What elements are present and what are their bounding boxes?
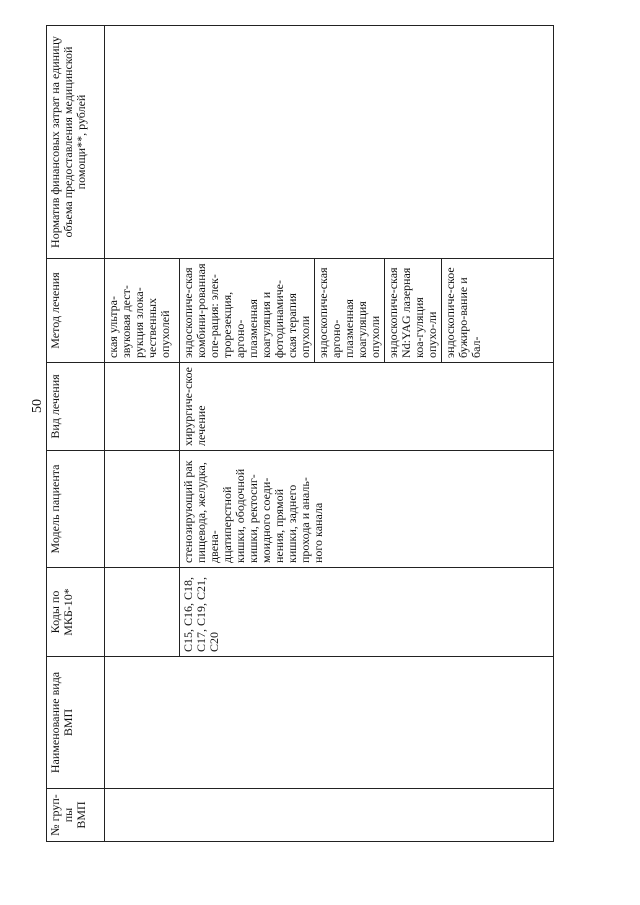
header-icd-codes: Коды по МКБ-10* bbox=[47, 568, 105, 657]
cell-patient-model: стенозирующий рак пищевода, желудка, двена-дцатиперстной кишки, ободочной кишки, ректосиг-моидного соеди-нения, прямой кишки, заднего прохода и аналь-ного канала bbox=[180, 451, 554, 568]
cell-vmp-name bbox=[105, 657, 554, 789]
method-item: эндоскопиче-ская комбини-рованная опе-рация: элек-трорезекция, аргоно-плазменная коагуляция и фотодинамиче-ская терапия опухоли bbox=[181, 263, 312, 358]
cell-method-list bbox=[180, 259, 554, 363]
method-item: эндоскопиче-ская Nd:YAG лазерная коа-гуляция опухо-ли bbox=[384, 259, 441, 362]
rotated-table-container bbox=[46, 26, 554, 842]
cell-treatment-type-prev bbox=[105, 363, 180, 451]
cell-method-continued: ская ультра-звуковая дест-рукция злока-чественных опухолей bbox=[105, 259, 180, 363]
cell-patient-model-prev bbox=[105, 451, 180, 568]
header-treatment-type: Вид лечения bbox=[47, 363, 105, 451]
header-vmp-name: Наименование вида ВМП bbox=[47, 657, 105, 789]
method-item: эндоскопиче-ская аргоно-плазменная коагуляция опухоли bbox=[314, 259, 384, 362]
page-number: 50 bbox=[30, 399, 45, 413]
vmp-table bbox=[46, 25, 554, 842]
header-financial-norm: Норматив финансовых затрат на единицу объема предоставления медицинской помощи**, рублей bbox=[47, 26, 105, 259]
cell-icd-codes: C15, C16, C18, C17, C19, C21, C20 bbox=[180, 568, 554, 657]
cell-treatment-type: хирургиче-ское лечение bbox=[180, 363, 554, 451]
cell-codes-prev bbox=[105, 568, 180, 657]
cell-financial-norm bbox=[105, 26, 554, 259]
cell-group-number bbox=[105, 789, 554, 842]
header-treatment-method: Метод лечения bbox=[47, 259, 105, 363]
method-item: эндоскопиче-ское бужиро-вание и бал- bbox=[441, 259, 485, 362]
header-patient-model: Модель пациента bbox=[47, 451, 105, 568]
header-group-number: № груп-пы ВМП bbox=[47, 789, 105, 842]
table-row bbox=[105, 26, 180, 842]
